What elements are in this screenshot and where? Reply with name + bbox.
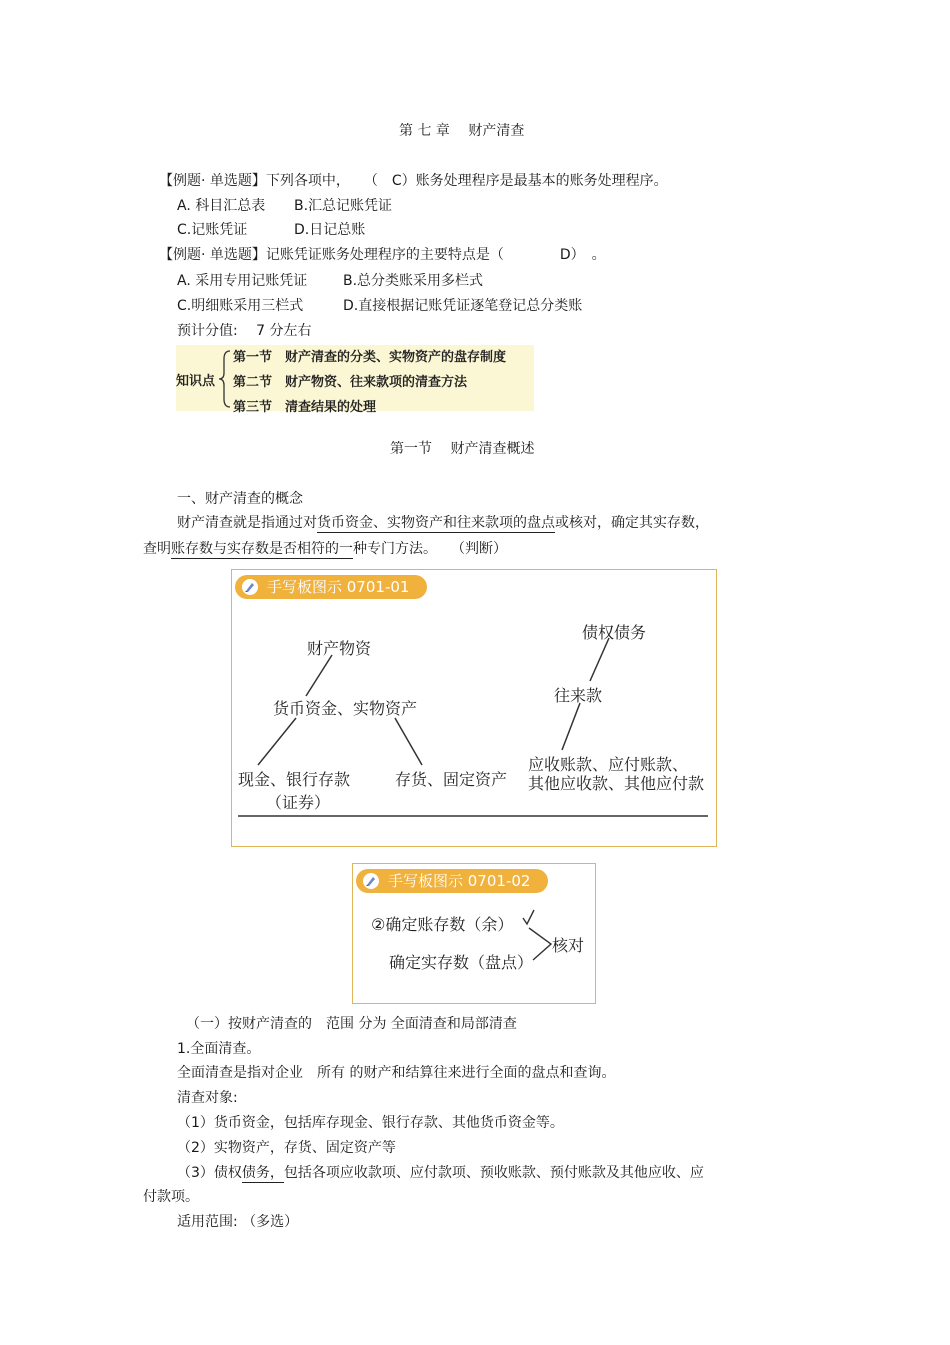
node-money-assets: 货币资金、实物资产 [273,699,418,718]
q1-option-c: C.记账凭证 [177,222,248,238]
q2-option-d: D.直接根据记账凭证逐笔登记总分类账 [343,298,583,314]
body-underlined-text: 债务， [241,1165,284,1181]
board-2-tag-label: 手写板图示 0701-02 [388,872,531,890]
concept-text: 查明 [143,541,171,557]
q2-option-b: B.总分类账采用多栏式 [343,273,484,289]
board-2-line-1: ②确定账存数（余） [371,915,514,934]
concept-text: 种专门方法。 （判断） [353,541,507,557]
concept-paragraph-line-2 [143,538,507,558]
q1-option-a: A. 科目汇总表 [177,198,266,214]
score-line: 预计分值: 7 分左右 [177,323,312,339]
knowledge-item-2: 第二节 财产物资、往来款项的清查方法 [233,375,468,390]
body-line-3: 全面清查是指对企业 所有 的财产和结算往来进行全面的盘点和查询。 [177,1065,616,1081]
q2-option-a: A. 采用专用记账凭证 [177,273,308,289]
brace-icon [218,349,232,409]
knowledge-item-3: 第三节 清查结果的处理 [233,400,377,415]
node-current-accounts: 往来款 [554,686,603,705]
body-line-6: （2）实物资产，存货、固定资产等 [177,1140,396,1156]
concept-paragraph-line-1 [177,512,709,532]
check-icon [523,910,534,924]
node-receivables-1: 应收账款、应付账款、 [528,755,689,774]
section-title: 第一节 财产清查概述 [390,441,535,457]
node-receivables-2: 其他应收款、其他应付款 [528,774,705,793]
board-2-check-label: 核对 [552,936,585,955]
node-assets: 财产物资 [307,639,372,658]
node-inventory: 存货、固定资产 [395,770,508,789]
node-debts: 债权债务 [582,623,647,642]
body-line-7 [177,1162,704,1182]
q2-option-c: C.明细账采用三栏式 [177,298,304,314]
handwriting-board-1 [231,569,717,847]
knowledge-item-1: 第一节 财产清查的分类、实物资产的盘存制度 [233,350,507,365]
question-1: 【例题· 单选题】下列各项中， （ C）账务处理程序是最基本的账务处理程序。 [159,173,668,189]
concept-text: 财产清查就是指通过对 [177,515,317,531]
body-text: （3）债权 [177,1165,242,1181]
body-line-1: （一）按财产清查的 范围 分为 全面清查和局部清查 [186,1016,517,1032]
concept-heading: 一、财产清查的概念 [177,491,303,507]
body-line-5: （1）货币资金，包括库存现金、银行存款、其他货币资金等。 [177,1115,564,1131]
body-line-4: 清查对象: [177,1090,238,1106]
concept-text: 或核对，确定其实存数， [555,515,709,531]
node-cash: 现金、银行存款 [238,770,351,789]
body-line-2: 1.全面清查。 [177,1041,261,1057]
q1-option-d: D.日记总账 [294,222,366,238]
body-line-9: 适用范围: （多选） [177,1214,299,1230]
node-securities: （证券） [266,793,331,812]
q1-option-b: B.汇总记账凭证 [294,198,393,214]
question-2: 【例题· 单选题】记账凭证账务处理程序的主要特点是（ D） 。 [159,247,606,263]
concept-underlined-text: 账存数与实存数是否相符的一 [171,541,353,557]
body-text: 包括各项应收款项、应付款项、预收账款、预付账款及其他应收、应 [283,1165,704,1181]
body-line-8: 付款项。 [143,1189,199,1205]
knowledge-points-box [176,345,534,415]
handwriting-board-2 [352,863,596,1004]
board-1-tag-label: 手写板图示 0701-01 [267,578,410,596]
chapter-title: 第 七 章 财产清查 [399,123,525,139]
concept-underlined-text: 货币资金、实物资产和往来款项的盘点 [317,515,555,531]
knowledge-label: 知识点 [176,374,216,389]
board-2-line-2: 确定实存数（盘点） [389,953,534,972]
